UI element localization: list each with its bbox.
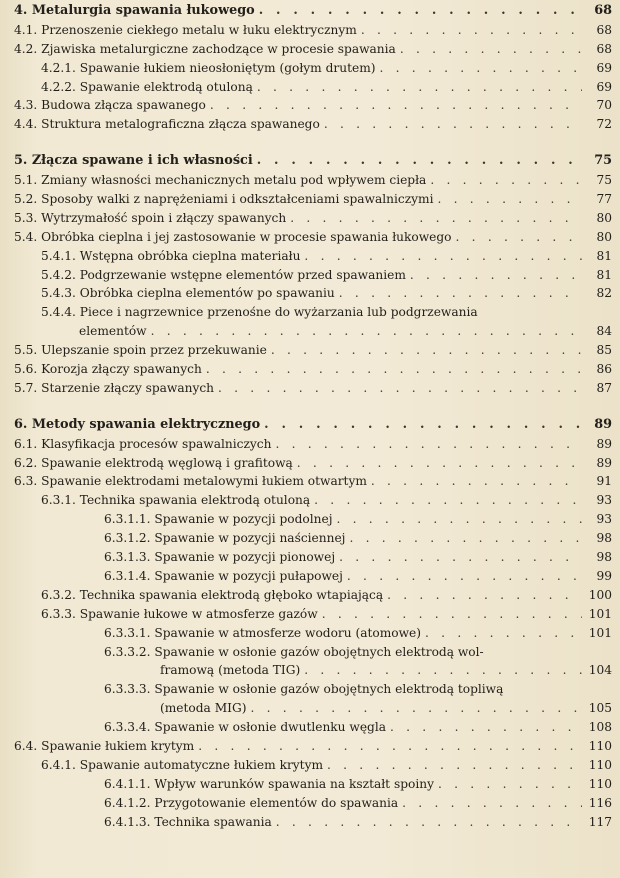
page-number: 81 [596,248,612,263]
dot-leader [380,59,582,78]
page-number: 85 [596,343,612,358]
entry-title: 4.4. Struktura metalograficzna złącza spawanego [14,117,320,132]
entry-title: 4.2.2. Spawanie elektrodą otuloną [41,79,253,94]
toc-entry [14,209,612,228]
toc-entry [14,379,612,398]
toc-entry [14,605,612,624]
toc-entry [14,775,612,794]
entry-title: 6.2. Spawanie elektrodą węglową i grafitową [14,455,293,470]
entry-title: 6. Metody spawania elektrycznego [14,416,261,432]
dot-leader [297,454,582,473]
page-number: 116 [588,795,612,810]
page-number: 98 [596,550,612,565]
dot-leader [322,605,582,624]
page-number: 101 [588,625,612,640]
toc-entry [14,59,612,78]
toc-entry [14,171,612,190]
entry-title: 5.2. Sposoby walki z naprężeniami i odkształceniami spawalniczymi [14,192,434,207]
page-number: 99 [596,568,612,583]
entry-title: 6.3. Spawanie elektrodami metalowymi łukiem otwartym [14,474,367,489]
page-number: 105 [588,701,612,716]
entry-title: 6.4.1.2. Przygotowanie elementów do spawania [104,795,399,810]
dot-leader [151,322,582,341]
entry-title: 5.1. Zmiany własności mechanicznych metalu pod wpływem ciepła [14,173,427,188]
dot-leader [400,40,582,59]
dot-leader [304,247,582,266]
dot-leader [425,624,582,643]
entry-title: 5.3. Wytrzymałość spoin i złączy spawanych [14,210,287,225]
toc-entry [14,643,612,662]
chapter-entry [14,152,612,171]
dot-leader [206,360,582,379]
dot-leader [251,699,583,718]
toc-entry [14,115,612,134]
toc-entry [14,228,612,247]
toc-entry [14,360,612,379]
page-number: 81 [596,267,612,282]
chapter-entry [14,2,612,21]
dot-leader [402,794,582,813]
page-number: 89 [596,436,612,451]
page-number: 87 [596,380,612,395]
page-number: 75 [594,153,612,169]
dot-leader [257,78,582,97]
toc-entry [14,491,612,510]
entry-title: 6.3.2. Technika spawania elektrodą głęboko wtapiającą [41,587,384,602]
page-number: 69 [596,60,612,75]
toc-entry [14,680,612,699]
entry-title: 6.4.1.3. Technika spawania [104,814,272,829]
toc-entry [14,586,612,605]
dot-leader [304,661,582,680]
page-number: 84 [596,324,612,339]
toc-entry [14,247,612,266]
dot-leader [314,491,582,510]
page-number: 68 [594,3,612,18]
dot-leader [390,718,582,737]
entry-title: elementów [79,324,147,339]
entry-title: 6.4.1. Spawanie automatyczne łukiem krytym [41,757,324,772]
page-number: 75 [596,173,612,188]
toc-entry [14,266,612,285]
page-number: 104 [588,663,612,678]
dot-leader [456,228,582,247]
entry-title: 6.3.1.1. Spawanie w pozycji podolnej [104,512,333,527]
dot-leader [257,152,582,171]
entry-title: 5.4.1. Wstępna obróbka cieplna materiału [41,248,301,263]
dot-leader [371,472,582,491]
toc-entry [14,510,612,529]
dot-leader [387,586,582,605]
page-number: 98 [596,531,612,546]
entry-title: 5.7. Starzenie złączy spawanych [14,380,215,395]
page-number: 72 [596,117,612,132]
page-number: 82 [596,286,612,301]
page-number: 110 [588,757,612,772]
entry-title: framową (metoda TIG) [160,663,301,678]
toc-entry [14,96,612,115]
entry-title: 5.5. Ulepszanie spoin przez przekuwanie [14,343,267,358]
entry-title: 5.4.3. Obróbka cieplna elementów po spawaniu [41,286,335,301]
dot-leader [324,115,582,134]
entry-title: 4.1. Przenoszenie ciekłego metalu w łuku elektrycznym [14,22,357,37]
dot-leader [437,190,582,209]
dot-leader [259,2,582,21]
dot-leader [198,737,582,756]
entry-title: 6.3.1.2. Spawanie w pozycji naściennej [104,531,346,546]
page-number: 69 [596,79,612,94]
toc-entry [14,190,612,209]
entry-title: 4. Metalurgia spawania łukowego [14,3,255,18]
dot-leader [430,171,582,190]
page-number: 91 [596,474,612,489]
page-number: 101 [588,606,612,621]
toc-entry [14,567,612,586]
toc-entry [14,794,612,813]
dot-leader [210,96,582,115]
page-number: 89 [594,416,612,432]
page-number: 80 [596,210,612,225]
dot-leader [347,567,582,586]
entry-title: 4.2. Zjawiska metalurgiczne zachodzące w procesie spawania [14,41,396,56]
page-number: 86 [596,362,612,377]
page-number: 117 [588,814,612,829]
toc-entry [14,548,612,567]
entry-title: 5. Złącza spawane i ich własności [14,153,253,169]
dot-leader [339,548,582,567]
entry-title: 4.2.1. Spawanie łukiem nieosłoniętym (gołym drutem) [41,60,376,75]
page-number: 77 [596,192,612,207]
page-number: 110 [588,776,612,791]
toc-entry [14,756,612,775]
entry-title: 6.3.3.4. Spawanie w osłonie dwutlenku węgla [104,720,387,735]
entry-title: 6.3.1.3. Spawanie w pozycji pionowej [104,550,336,565]
entry-title: 6.4.1.1. Wpływ warunków spawania na kształt spoiny [104,776,434,791]
entry-title: 6.3.3.2. Spawanie w osłonie gazów obojętnych elektrodą wol- [104,644,484,659]
toc-entry [14,699,612,718]
entry-title: (metoda MIG) [160,701,247,716]
toc-entry [14,303,612,322]
page-number: 80 [596,229,612,244]
entry-title: 6.3.3. Spawanie łukowe w atmosferze gazów [41,606,318,621]
page-number: 108 [588,720,612,735]
dot-leader [264,416,582,435]
toc-entry [14,624,612,643]
toc-entry [14,661,612,680]
dot-leader [361,21,582,40]
dot-leader [276,813,582,832]
page-number: 70 [596,98,612,113]
toc-entry [14,454,612,473]
entry-title: 5.4.2. Podgrzewanie wstępne elementów przed spawaniem [41,267,406,282]
toc-entry [14,737,612,756]
chapter-entry [14,416,612,435]
table-of-contents [14,2,612,831]
toc-entry [14,472,612,491]
dot-leader [336,510,582,529]
entry-title: 4.3. Budowa złącza spawanego [14,98,206,113]
toc-entry [14,341,612,360]
entry-title: 5.4. Obróbka cieplna i jej zastosowanie w procesie spawania łukowego [14,229,452,244]
entry-title: 5.4.4. Piece i nagrzewnice przenośne do wyżarzania lub podgrzewania [41,305,478,320]
dot-leader [339,284,582,303]
toc-entry [14,813,612,832]
dot-leader [275,435,582,454]
entry-title: 6.4. Spawanie łukiem krytym [14,738,195,753]
dot-leader [410,266,582,285]
entry-title: 6.3.3.3. Spawanie w osłonie gazów obojętnych elektrodą topliwą [104,682,504,697]
page-number: 68 [596,41,612,56]
dot-leader [327,756,582,775]
toc-entry [14,718,612,737]
page-number: 93 [596,493,612,508]
dot-leader [271,341,582,360]
entry-title: 6.1. Klasyfikacja procesów spawalniczych [14,436,272,451]
entry-title: 6.3.3.1. Spawanie w atmosferze wodoru (atomowe) [104,625,422,640]
page-number: 68 [596,22,612,37]
entry-title: 5.6. Korozja złączy spawanych [14,362,202,377]
page-number: 89 [596,455,612,470]
dot-leader [349,529,582,548]
toc-entry [14,529,612,548]
entry-title: 6.3.1. Technika spawania elektrodą otuloną [41,493,311,508]
page-number: 100 [588,587,612,602]
dot-leader [218,379,582,398]
toc-entry [14,322,612,341]
toc-entry [14,40,612,59]
toc-entry [14,21,612,40]
dot-leader [438,775,582,794]
toc-entry [14,78,612,97]
page-number: 110 [588,738,612,753]
page-number: 93 [596,512,612,527]
toc-entry [14,284,612,303]
dot-leader [290,209,582,228]
entry-title: 6.3.1.4. Spawanie w pozycji pułapowej [104,568,343,583]
toc-entry [14,435,612,454]
